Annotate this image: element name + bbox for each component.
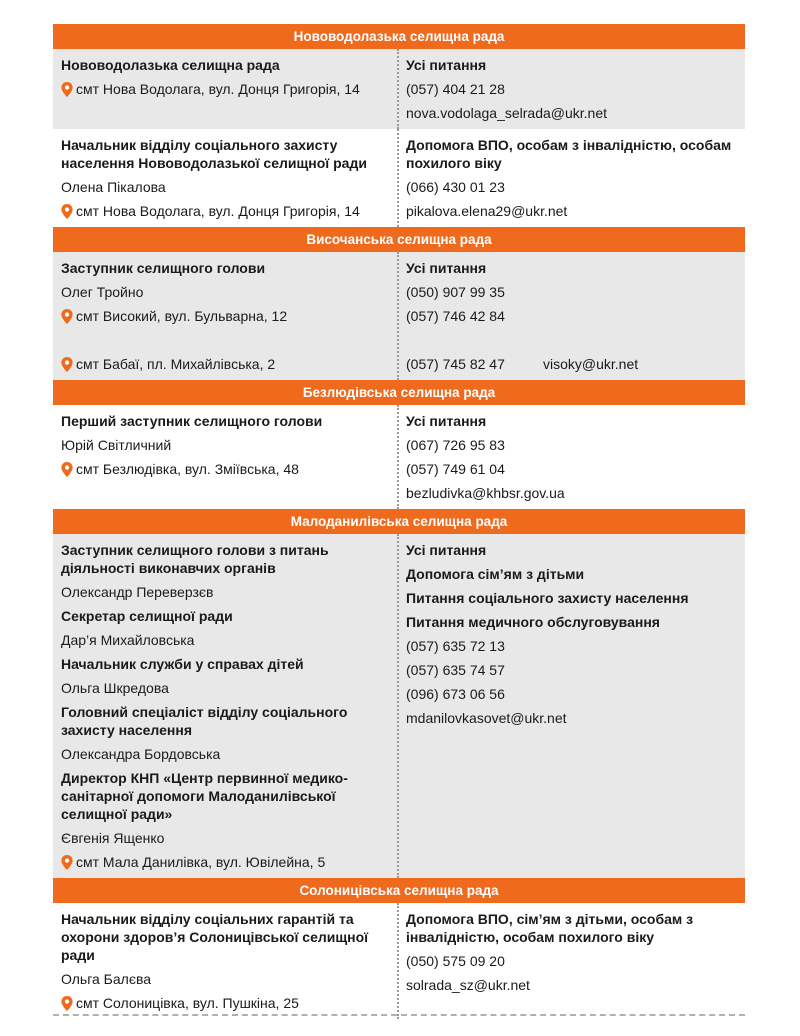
topic-title: Допомога сім’ям з дітьми	[406, 566, 585, 582]
person-name: Олена Пікалова	[61, 179, 166, 195]
person-name: Ольга Шкредова	[61, 680, 169, 696]
contact-topic-column	[399, 252, 745, 380]
address-text: смт Високий, вул. Бульварна, 12	[76, 308, 288, 324]
address-line	[61, 991, 391, 1015]
phone-number: (057) 745 82 47	[406, 356, 505, 372]
phone-number: (050) 575 09 20	[406, 953, 505, 969]
address-line	[61, 77, 391, 101]
person-name: Юрій Світличний	[61, 437, 172, 453]
position-title: Начальник відділу соціального захисту населення Нововодолазької селищної ради	[61, 137, 367, 171]
contact-topic-column	[399, 49, 745, 129]
spacer	[406, 328, 741, 352]
spacer	[61, 328, 391, 352]
address-text: смт Нова Водолага, вул. Донця Григорія, 14	[76, 81, 360, 97]
person-name: Ольга Балєва	[61, 971, 152, 987]
address-text: смт Бабаї, пл. Михайлівська, 2	[76, 356, 276, 372]
section-header: Солоницівська селищна рада	[53, 878, 745, 903]
position-title: Нововодолазька селищна рада	[61, 57, 280, 73]
address-text: смт Нова Водолага, вул. Донця Григорія, 14	[76, 203, 360, 219]
topic-title: Усі питання	[406, 57, 487, 73]
phone-number: (057) 635 72 13	[406, 638, 505, 654]
position-title: Начальник відділу соціальних гарантій та охорони здоров’я Солоницівської селищної ради	[61, 911, 369, 963]
phone-number: (066) 430 01 23	[406, 179, 505, 195]
contact-row	[53, 534, 745, 878]
person-name: Олександра Бордовська	[61, 746, 221, 762]
phone-number: (057) 404 21 28	[406, 81, 505, 97]
location-pin-icon	[61, 82, 73, 97]
topic-title: Усі питання	[406, 260, 487, 276]
topic-title: Допомога ВПО, особам з інвалідністю, особам похилого віку	[406, 137, 732, 171]
contact-row	[53, 49, 745, 129]
person-name: Олександр Переверзєв	[61, 584, 214, 600]
address-text: смт Безлюдівка, вул. Зміївська, 48	[76, 461, 299, 477]
contacts-document	[53, 24, 745, 1019]
contact-person-column	[53, 903, 399, 1019]
email-address[interactable]: bezludivka@khbsr.gov.ua	[406, 485, 565, 501]
phone-number: (057) 635 74 57	[406, 662, 505, 678]
topic-title: Усі питання	[406, 542, 487, 558]
section-header: Малоданилівська селищна рада	[53, 509, 745, 534]
topic-title: Усі питання	[406, 413, 487, 429]
contact-person-column	[53, 534, 399, 878]
contact-person-column	[53, 49, 399, 129]
email-address[interactable]: pikalova.elena29@ukr.net	[406, 203, 568, 219]
address-text: смт Солоницівка, вул. Пушкіна, 25	[76, 995, 299, 1011]
phone-number: (057) 746 42 84	[406, 308, 505, 324]
contact-row	[53, 252, 745, 380]
position-title: Секретар селищної ради	[61, 608, 233, 624]
phone-number: (096) 673 06 56	[406, 686, 505, 702]
email-address[interactable]: nova.vodolaga_selrada@ukr.net	[406, 105, 608, 121]
address-line	[61, 304, 391, 328]
location-pin-icon	[61, 462, 73, 477]
contact-person-column	[53, 405, 399, 509]
contact-topic-column	[399, 405, 745, 509]
section-header: Безлюдівська селищна рада	[53, 380, 745, 405]
section-header: Нововодолазька селищна рада	[53, 24, 745, 49]
contact-row	[53, 405, 745, 509]
location-pin-icon	[61, 309, 73, 324]
contact-row	[53, 129, 745, 227]
address-line	[61, 457, 391, 481]
contact-person-column	[53, 129, 399, 227]
position-title: Заступник селищного голови з питань діяльності виконавчих органів	[61, 542, 329, 576]
contact-topic-column	[399, 534, 745, 878]
email-address[interactable]: visoky@ukr.net	[543, 356, 639, 372]
email-address[interactable]: solrada_sz@ukr.net	[406, 977, 530, 993]
address-line	[61, 199, 391, 223]
phone-email-line	[406, 352, 741, 376]
phone-number: (067) 726 95 83	[406, 437, 505, 453]
email-address[interactable]: mdanilovkasovet@ukr.net	[406, 710, 567, 726]
position-title: Заступник селищного голови	[61, 260, 266, 276]
person-name: Євгенія Ященко	[61, 830, 165, 846]
person-name: Дар’я Михайловська	[61, 632, 195, 648]
contact-topic-column	[399, 129, 745, 227]
section-header: Височанська селищна рада	[53, 227, 745, 252]
bottom-dashed-divider	[53, 1014, 745, 1016]
position-title: Директор КНП «Центр первинної медико-санітарної допомоги Малоданилівської селищної ради»	[61, 770, 348, 822]
contact-person-column	[53, 252, 399, 380]
phone-number: (057) 749 61 04	[406, 461, 505, 477]
location-pin-icon	[61, 357, 73, 372]
person-name: Олег Тройно	[61, 284, 144, 300]
location-pin-icon	[61, 996, 73, 1011]
address-line	[61, 850, 391, 874]
contact-row	[53, 903, 745, 1019]
topic-title: Питання медичного обслуговування	[406, 614, 660, 630]
address-line	[61, 352, 391, 376]
location-pin-icon	[61, 855, 73, 870]
location-pin-icon	[61, 204, 73, 219]
position-title: Головний спеціаліст відділу соціального захисту населення	[61, 704, 348, 738]
position-title: Перший заступник селищного голови	[61, 413, 323, 429]
position-title: Начальник служби у справах дітей	[61, 656, 304, 672]
topic-title: Питання соціального захисту населення	[406, 590, 689, 606]
contact-topic-column	[399, 903, 745, 1019]
phone-number: (050) 907 99 35	[406, 284, 505, 300]
address-text: смт Мала Данилівка, вул. Ювілейна, 5	[76, 854, 326, 870]
topic-title: Допомога ВПО, сім’ям з дітьми, особам з інвалідністю, особам похилого віку	[406, 911, 694, 945]
